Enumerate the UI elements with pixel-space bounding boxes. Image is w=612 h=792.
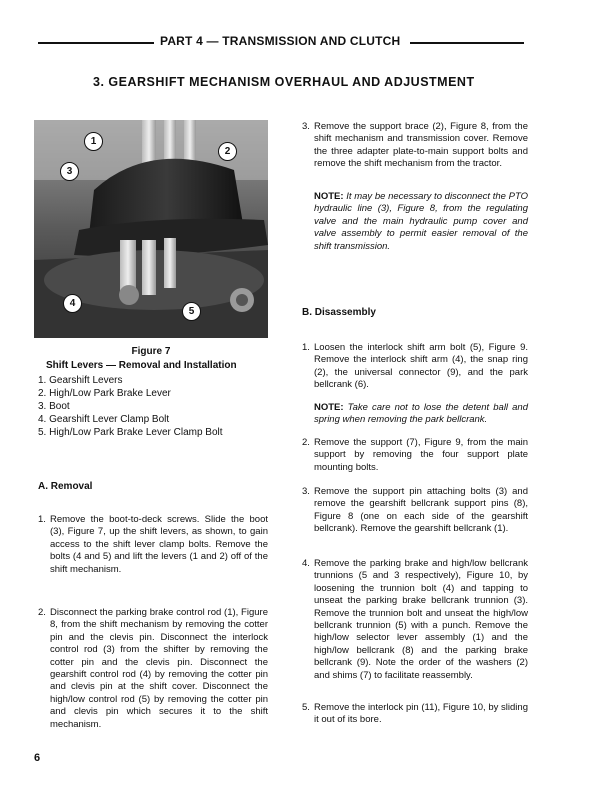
callout-4: 4	[63, 294, 82, 313]
step-text: Remove the support pin attaching bolts (3) and remove the gearshift bellcrank support pins (8), Figure 8 (one on each side of the gearshift bellcrank). Remove the gearshift bellcrank (1).	[314, 486, 528, 535]
step-number: 1.	[38, 514, 46, 525]
step-number: 2.	[302, 437, 310, 448]
callout-5: 5	[182, 302, 201, 321]
page-number: 6	[34, 752, 41, 764]
step-number: 4.	[302, 558, 310, 569]
step-text: Remove the interlock pin (11), Figure 10, by sliding it out of its bore.	[314, 702, 528, 726]
step-number: 5.	[302, 702, 310, 713]
removal-step-2	[38, 607, 268, 731]
disassembly-step-2	[302, 437, 528, 474]
header-rule-right	[410, 42, 524, 44]
disassembly-step-3	[302, 486, 528, 536]
note-label: NOTE:	[314, 191, 344, 202]
note-text: It may be necessary to disconnect the PTO hydraulic line (3), Figure 8, from the regulating valve and the main hydraulic pump cover and valve assembly to permit easier removal of the shift transmission.	[314, 191, 528, 252]
header-text: PART 4 — TRANSMISSION AND CLUTCH	[160, 34, 401, 48]
running-header	[0, 34, 612, 50]
figure-legend	[34, 374, 268, 439]
note-label: NOTE:	[314, 402, 344, 413]
step-number: 1.	[302, 342, 310, 353]
step-number: 2.	[38, 607, 46, 618]
step-text: Remove the support (7), Figure 9, from the main support by removing the four support plate mounting bolts.	[314, 437, 528, 473]
disassembly-step-5	[302, 702, 528, 727]
callout-2: 2	[218, 142, 237, 161]
callout-3: 3	[60, 162, 79, 181]
removal-note	[314, 191, 528, 253]
removal-step-3	[302, 121, 528, 171]
callout-1: 1	[84, 132, 103, 151]
legend-item: 2. High/Low Park Brake Lever	[38, 388, 171, 399]
legend-item: 1. Gearshift Levers	[38, 375, 123, 386]
note-text: Take care not to lose the detent ball and spring when removing the park bellcrank.	[314, 402, 528, 426]
step-number: 3.	[302, 121, 310, 132]
section-b-heading: B. Disassembly	[302, 307, 376, 318]
step-text: Remove the boot-to-deck screws. Slide the boot (3), Figure 7, up the shift levers, as shown, to gain access to the shift lever clamp bolts. Remove the bolts (4 and 5) and lift the levers (1 and 2) off of the shift mechanism.	[50, 514, 268, 575]
legend-item: 3. Boot	[38, 401, 70, 412]
figure-7-photo	[34, 120, 268, 338]
step-text: Remove the parking brake and high/low bellcrank trunnions (5 and 3 respectively), Figure 10, by loosening the trunnion bolt (4) and tapping to unseat the parking brake bellcrank trunnion (3). Remove the trunnion bolt and unseat the high/low bellcrank trunnion (5) with a punch. Remove the high/low selector lever assembly (1) and the high/low bellcrank (8) and the parking brake bellcrank (9). Note the order of the washers (2) and shims (7) to facilitate reassembly.	[314, 558, 528, 681]
figure-7-caption	[34, 346, 268, 439]
legend-item: 4. Gearshift Lever Clamp Bolt	[38, 414, 170, 425]
figure-caption-title: Shift Levers — Removal and Installation	[46, 360, 237, 371]
section-title: 3. GEARSHIFT MECHANISM OVERHAUL AND ADJUSTMENT	[93, 75, 475, 89]
header-rule-left	[38, 42, 154, 44]
section-a-heading: A. Removal	[38, 481, 93, 492]
disassembly-step-4	[302, 558, 528, 682]
step-text: Remove the support brace (2), Figure 8, from the shift mechanism and transmission cover. Remove the three adapter plate-to-main support bolts and remove the shift mechanism from the tractor.	[314, 121, 528, 170]
disassembly-note	[314, 402, 528, 427]
step-text: Disconnect the parking brake control rod (1), Figure 8, from the shift mechanism by removing the cotter pin and the clevis pin. Disconnect the interlock control rod (3) from the shifter by removing the cotter pin and the clevis pin. Disconnect the gearshift control rod (4) by removing the cotter pin and clevis pin at the shift cover. Disconnect the high/low control rod (5) by removing the cotter pin and clevis pin which secures it to the shift mechanism.	[50, 607, 268, 730]
legend-item: 5. High/Low Park Brake Lever Clamp Bolt	[38, 427, 223, 438]
removal-step-1	[38, 514, 268, 576]
step-number: 3.	[302, 486, 310, 497]
step-text: Loosen the interlock shift arm bolt (5), Figure 9. Remove the interlock shift arm (4), the snap ring (2), the universal connector (9), and the park bellcrank (6).	[314, 342, 528, 391]
figure-label: Figure 7	[131, 346, 171, 357]
disassembly-step-1	[302, 342, 528, 392]
